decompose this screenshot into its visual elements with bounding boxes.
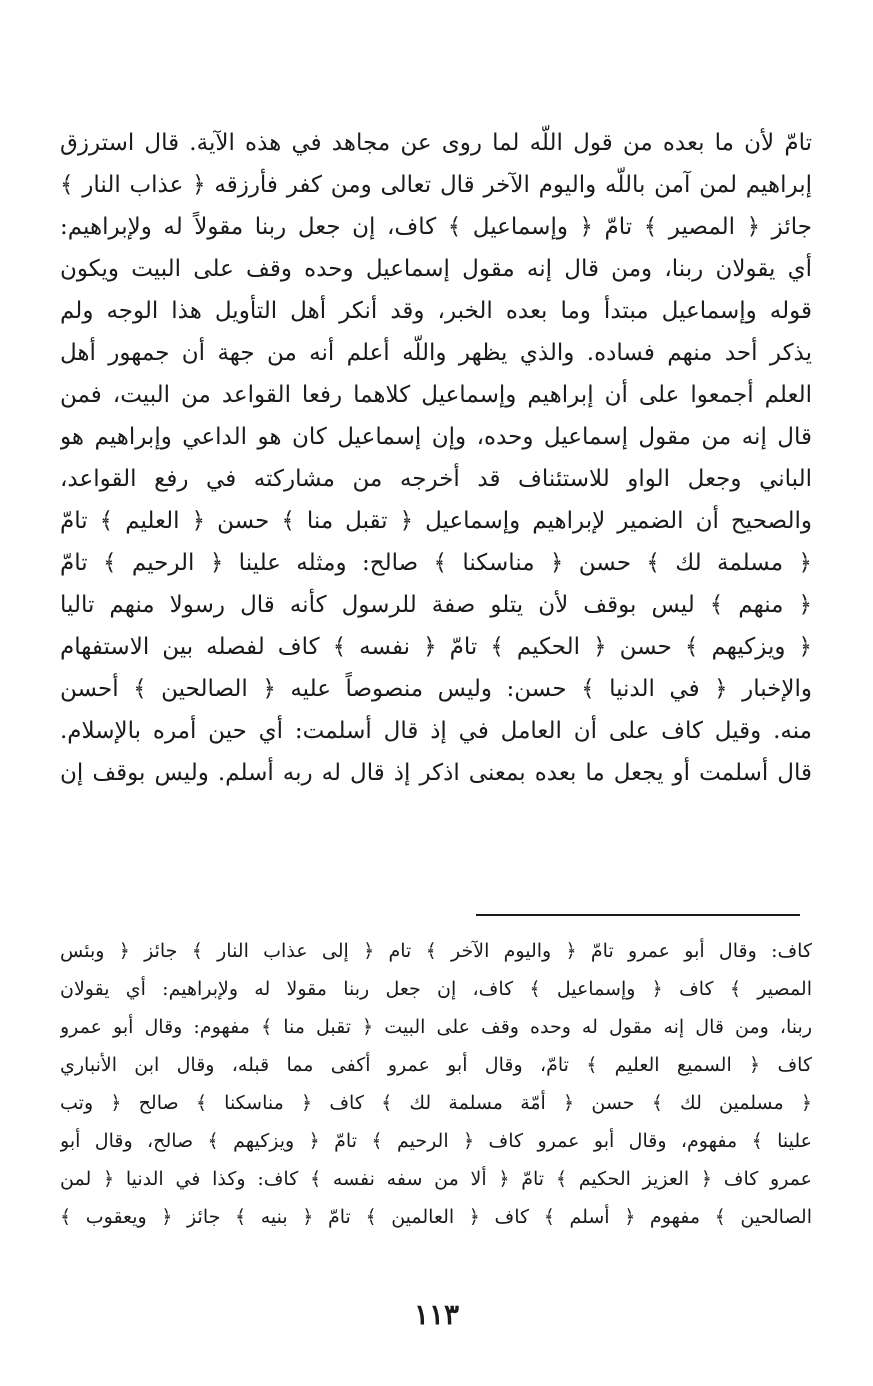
footnote-line: ربنا، ومن قال إنه مقول له وحده وقف على البيت ﴿ تقبل منا ﴾ مفهوم: وقال أبو عمرو: [60, 1016, 812, 1038]
footnote-line: الصالحين ﴾ مفهوم ﴿ أسلم ﴾ كاف ﴿ العالمين ﴾ تامّ ﴿ بنيه ﴾ جائز ﴿ ويعقوب ﴾: [60, 1206, 812, 1228]
footnote-line: عمرو كاف ﴿ العزيز الحكيم ﴾ تامّ ﴿ ألا من سفه نفسه ﴾ كاف: وكذا في الدنيا ﴿ لمن: [60, 1168, 812, 1190]
footnote-divider: [476, 914, 800, 916]
main-text-line: العلم أجمعوا على أن إبراهيم وإسماعيل كلاهما رفعا القواعد من البيت، فمن: [60, 382, 812, 408]
footnote-line: كاف ﴿ السميع العليم ﴾ تامّ، وقال أبو عمرو أكفى مما قبله، وقال ابن الأنباري: [60, 1054, 812, 1076]
footnote-line: ﴿ مسلمين لك ﴾ حسن ﴿ أمّة مسلمة لك ﴾ كاف ﴿ مناسكنا ﴾ صالح ﴿ وتب: [60, 1092, 812, 1114]
main-text-line: منه. وقيل كاف على أن العامل في إذ قال أسلمت: أي حين أمره بالإسلام.: [60, 718, 812, 744]
main-text-block: [60, 122, 812, 794]
main-text-line: قال أسلمت أو يجعل ما بعده بمعنى اذكر إذ قال له ربه أسلم. وليس بوقف إن: [60, 760, 812, 786]
footnote-line: المصير ﴾ كاف ﴿ وإسماعيل ﴾ كاف، إن جعل ربنا مقولا له ولإبراهيم: أي يقولان: [60, 978, 812, 1000]
main-text-line: قوله وإسماعيل مبتدأ وما بعده الخبر، وقد أنكر أهل التأويل هذا الوجه ولم: [60, 298, 812, 324]
footnotes-block: [60, 932, 812, 1236]
main-text-line: والصحيح أن الضمير لإبراهيم وإسماعيل ﴿ تقبل منا ﴾ حسن ﴿ العليم ﴾ تامّ: [60, 508, 812, 534]
footnote-line: علينا ﴾ مفهوم، وقال أبو عمرو كاف ﴿ الرحيم ﴾ تامّ ﴿ ويزكيهم ﴾ صالح، وقال أبو: [60, 1130, 812, 1152]
main-text-line: ﴿ منهم ﴾ ليس بوقف لأن يتلو صفة للرسول كأنه قال رسولا منهم تاليا: [60, 592, 812, 618]
main-text-line: أي يقولان ربنا، ومن قال إنه مقول إسماعيل وحده وقف على البيت ويكون: [60, 256, 812, 282]
main-text-line: يذكر أحد منهم فساده. والذي يظهر واللّه أعلم أنه من جهة أن جمهور أهل: [60, 340, 812, 366]
main-text-line: والإخبار ﴿ في الدنيا ﴾ حسن: وليس منصوصاً عليه ﴿ الصالحين ﴾ أحسن: [60, 676, 812, 702]
main-text-line: قال إنه من مقول إسماعيل وحده، وإن إسماعيل كان هو الداعي وإبراهيم هو: [60, 424, 812, 450]
main-text-line: تامّ لأن ما بعده من قول اللّه لما روى عن مجاهد في هذه الآية. قال استرزق: [60, 130, 812, 156]
main-text-line: ﴿ ويزكيهم ﴾ حسن ﴿ الحكيم ﴾ تامّ ﴿ نفسه ﴾ كاف لفصله بين الاستفهام: [60, 634, 812, 660]
main-text-line: جائز ﴿ المصير ﴾ تامّ ﴿ وإسماعيل ﴾ كاف، إن جعل ربنا مقولاً له ولإبراهيم:: [60, 214, 812, 240]
main-text-line: ﴿ مسلمة لك ﴾ حسن ﴿ مناسكنا ﴾ صالح: ومثله علينا ﴿ الرحيم ﴾ تامّ: [60, 550, 812, 576]
main-text-line: الباني وجعل الواو للاستئناف قد أخرجه من مشاركته في رفع القواعد،: [60, 466, 812, 492]
footnote-line: كاف: وقال أبو عمرو تامّ ﴿ واليوم الآخر ﴾ تام ﴿ إلى عذاب النار ﴾ جائز ﴿ وبئس: [60, 940, 812, 962]
page-number: ١١٣: [413, 1298, 460, 1331]
main-text-line: إبراهيم لمن آمن باللّه واليوم الآخر قال تعالى ومن كفر فأرزقه ﴿ عذاب النار ﴾: [60, 172, 812, 198]
